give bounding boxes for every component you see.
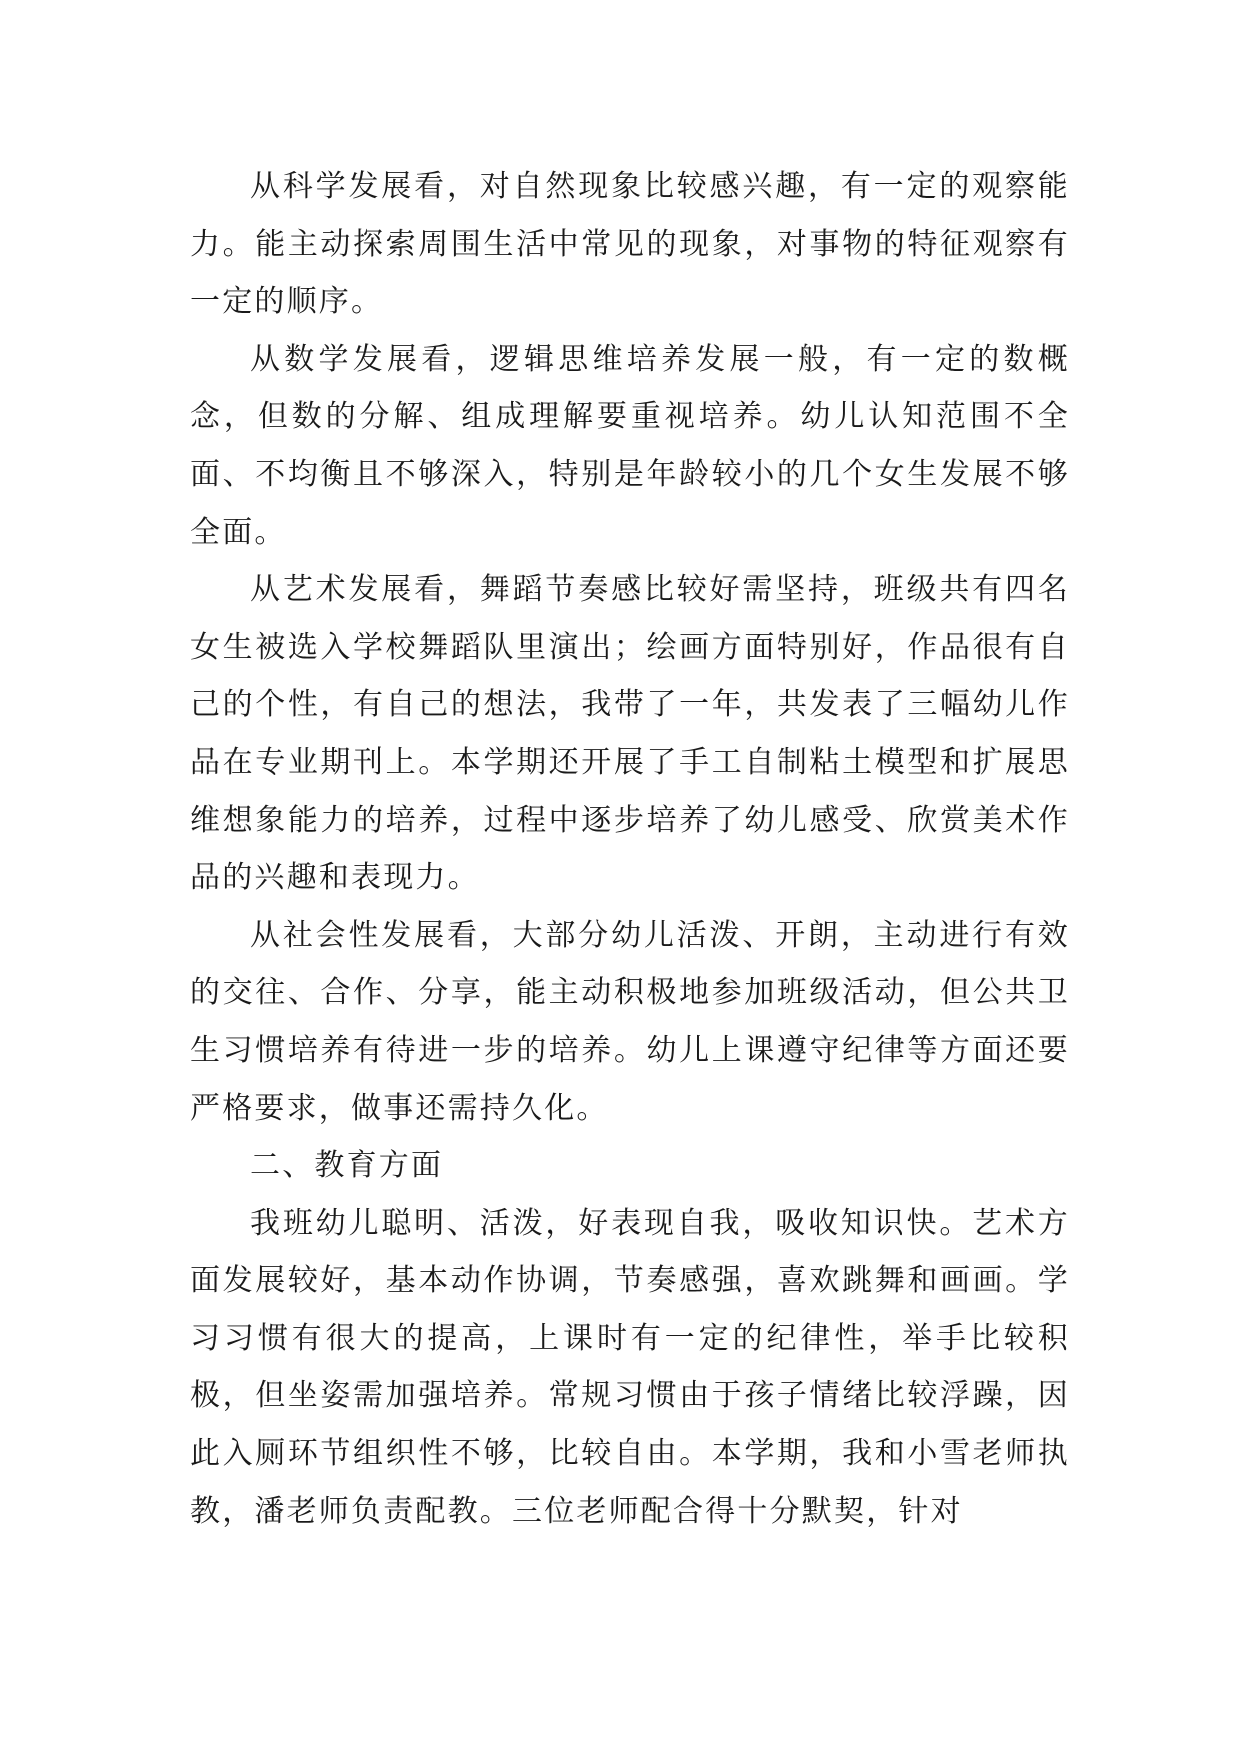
paragraph-science: 从科学发展看，对自然现象比较感兴趣，有一定的观察能力。能主动探索周围生活中常见的现象，对事物的特征观察有一定的顺序。 [190,169,1070,320]
paragraph-education: 我班幼儿聪明、活泼，好表现自我，吸收知识快。艺术方面发展较好，基本动作协调，节奏感强，喜欢跳舞和画画。学习习惯有很大的提高，上课时有一定的纪律性，举手比较积极，但坐姿需加强培养。常规习惯由于孩子情绪比较浮躁，因此入厕环节组织性不够，比较自由。本学期，我和小雪老师执教，潘老师负责配教。三位老师配合得十分默契，针对 [190,1205,1070,1529]
body-text [190,158,1070,1540]
paragraph-social: 从社会性发展看，大部分幼儿活泼、开朗，主动进行有效的交往、合作、分享，能主动积极地参加班级活动，但公共卫生习惯培养有待进一步的培养。幼儿上课遵守纪律等方面还要严格要求，做事还需持久化。 [190,917,1070,1126]
paragraph-math: 从数学发展看，逻辑思维培养发展一般，有一定的数概念，但数的分解、组成理解要重视培养。幼儿认知范围不全面、不均衡且不够深入，特别是年龄较小的几个女生发展不够全面。 [190,341,1070,550]
paragraph-art: 从艺术发展看，舞蹈节奏感比较好需坚持，班级共有四名女生被选入学校舞蹈队里演出；绘画方面特别好，作品很有自己的个性，有自己的想法，我带了一年，共发表了三幅幼儿作品在专业期刊上。本学期还开展了手工自制粘土模型和扩展思维想象能力的培养，过程中逐步培养了幼儿感受、欣赏美术作品的兴趣和表现力。 [190,572,1070,896]
section-heading-education: 二、教育方面 [250,1148,444,1184]
